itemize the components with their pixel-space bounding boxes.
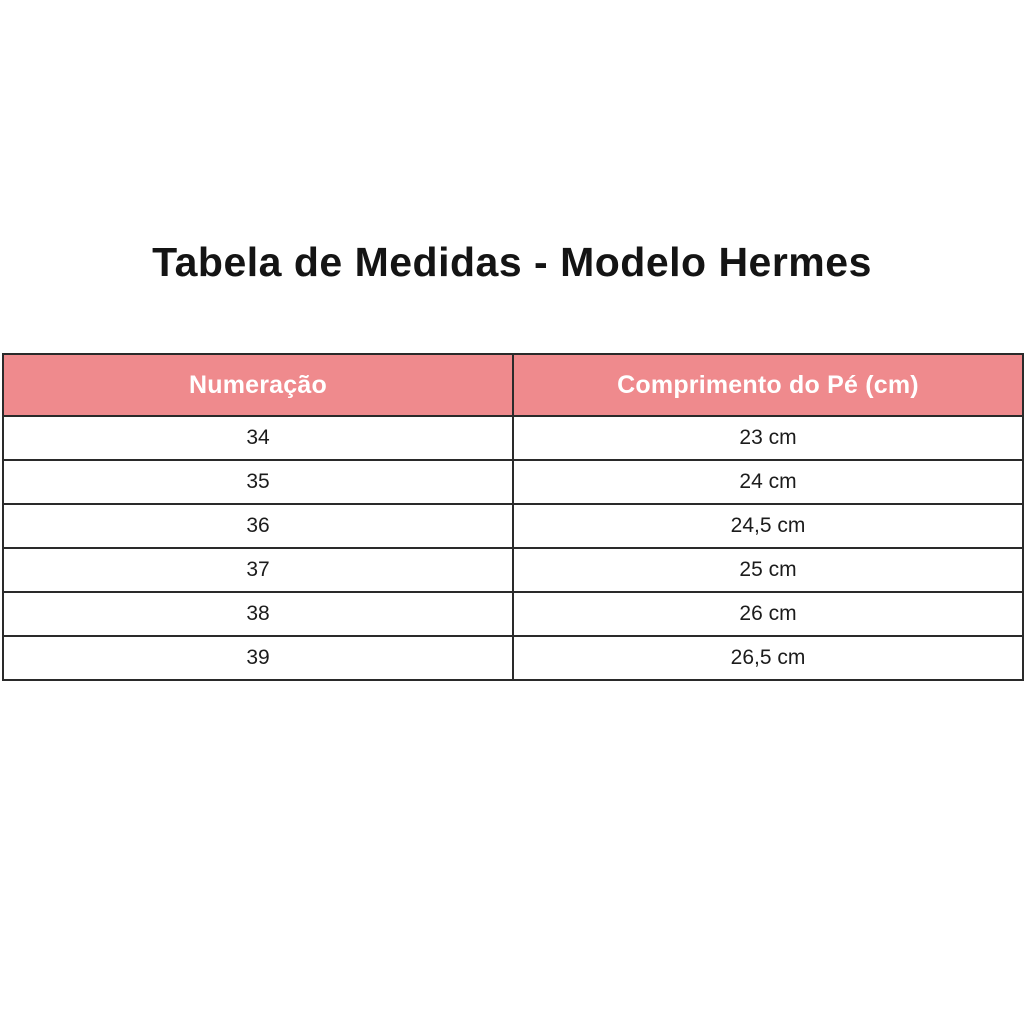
table-row [3,636,1023,680]
cell-foot-length: 23 cm [513,416,1023,460]
cell-size-number: 34 [3,416,513,460]
page-title: Tabela de Medidas - Modelo Hermes [152,239,872,285]
cell-size-number: 36 [3,504,513,548]
table-row [3,592,1023,636]
cell-foot-length: 24 cm [513,460,1023,504]
cell-size-number: 38 [3,592,513,636]
cell-size-number: 39 [3,636,513,680]
table-row [3,416,1023,460]
header-foot-length: Comprimento do Pé (cm) [513,354,1023,416]
size-chart-table [2,353,1024,681]
table-row [3,460,1023,504]
table-row [3,548,1023,592]
cell-size-number: 35 [3,460,513,504]
header-size-number: Numeração [3,354,513,416]
table-header-row [3,354,1023,416]
cell-foot-length: 26 cm [513,592,1023,636]
cell-foot-length: 26,5 cm [513,636,1023,680]
table-row [3,504,1023,548]
cell-foot-length: 24,5 cm [513,504,1023,548]
cell-foot-length: 25 cm [513,548,1023,592]
cell-size-number: 37 [3,548,513,592]
